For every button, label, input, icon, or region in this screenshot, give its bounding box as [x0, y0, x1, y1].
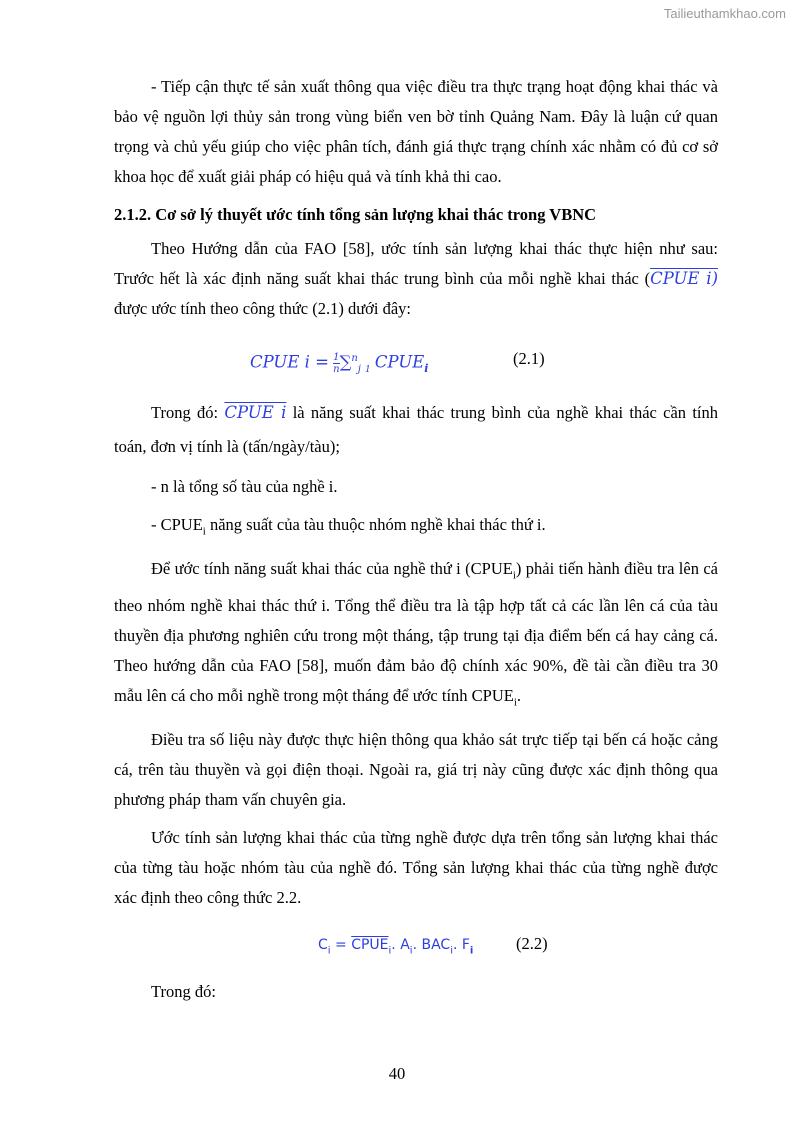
sum-lower: j	[357, 363, 361, 375]
item-cpue-a: - CPUE	[151, 515, 203, 534]
cpue-avg-symbol: CPUE i)	[650, 269, 719, 288]
fraction-numerator: 1	[333, 352, 340, 364]
formula-2-2-expression	[318, 929, 473, 966]
paragraph-fao-guide	[114, 234, 718, 324]
estimation-c: .	[516, 685, 522, 705]
formula2-a: . A	[391, 936, 410, 953]
formula-lhs: CPUE i =	[250, 352, 329, 372]
sum-term-sub: i	[424, 361, 429, 375]
list-item-cpue	[114, 510, 718, 546]
paragraph-survey: Điều tra số liệu này được thực hiện thông qua khảo sát trực tiếp tại bến cá hoặc cảng cá, trên tàu thuyền và gọi điện thoại. Ngoài ra, giá trị này cũng được xác định thông qua phương pháp tham vấn chuyên gia.	[114, 729, 718, 809]
formula2-bac-sub: i	[450, 945, 453, 957]
paren-open: (	[644, 269, 651, 288]
cpue-avg-symbol-2: CPUE i	[224, 403, 287, 422]
formula2-bac: . BAC	[412, 936, 451, 953]
paragraph-fao-text: Theo Hướng dẫn của FAO [58], ước tính sản lượng khai thác thực hiện như sau: Trước hết là xác định năng suất khai thác trung bình của mỗi nghề khai thác	[114, 239, 718, 288]
formula2-f-sub: i	[469, 945, 474, 957]
sum-term: CPUE	[374, 352, 425, 372]
section-heading: 2.1.2. Cơ sở lý thuyết ước tính tổng sản lượng khai thác trong VBNC	[114, 205, 597, 224]
formula-2-1-number: (2.1)	[513, 349, 545, 368]
sum-upper: n	[351, 353, 358, 364]
paragraph-where-1	[114, 396, 718, 464]
formula-2-1	[114, 340, 718, 380]
formula2-eq: =	[330, 936, 352, 953]
estimation-a: Để ước tính năng suất khai thác của nghề thứ i (CPUE	[151, 559, 513, 579]
formula2-cpue-sub: i	[388, 945, 392, 957]
formula2-c: C	[318, 936, 328, 953]
item-cpue-sub: i	[202, 525, 206, 538]
paragraph-where-2: Trong đó:	[151, 981, 216, 1001]
estimation-sub-1: i	[512, 569, 516, 582]
formula2-c-sub: i	[327, 945, 331, 957]
sum-symbol: ∑	[339, 352, 352, 372]
fraction-denominator: n	[333, 364, 340, 376]
estimation-sub-2: i	[513, 695, 517, 708]
formula-2-2	[114, 925, 718, 965]
paragraph-approach: - Tiếp cận thực tế sản xuất thông qua việc điều tra thực trạng hoạt động khai thác và bảo vệ nguồn lợi thủy sản trong vùng biển ven bờ tỉnh Quảng Nam. Đây là luận cứ quan trọng và chủ yếu giúp cho việc phân tích, đánh giá thực trạng chính xác nhằm có đủ cơ sở khoa học để xuất giải pháp có hiệu quả và tính khả thi cao.	[114, 77, 718, 186]
item-cpue-b: năng suất của tàu thuộc nhóm nghề khai thác thứ i.	[205, 515, 546, 534]
paragraph-output: Ước tính sản lượng khai thác của từng nghề được dựa trên tổng sản lượng khai thác của từng tàu hoặc nhóm tàu của nghề đó. Tổng sản lượng khai thác của từng nghề được xác định theo công thức 2.2.	[114, 827, 718, 907]
where-label: Trong đó:	[151, 403, 225, 422]
document-body	[114, 72, 718, 1007]
formula-2-1-expression	[250, 344, 428, 385]
formula-2-2-number: (2.2)	[516, 933, 548, 953]
sum-lower-index: 1	[365, 364, 371, 375]
watermark: Tailieuthamkhao.com	[663, 6, 786, 21]
formula2-cpue: CPUE	[351, 936, 389, 953]
list-item-n: - n là tổng số tàu của nghề i.	[151, 477, 338, 496]
paragraph-estimation	[114, 554, 718, 717]
formula2-f: . F	[452, 936, 470, 953]
where-description: là năng suất khai thác trung bình của nghề khai thác cần tính toán, đơn vị tính là (tấn/ngày/tàu);	[114, 403, 718, 456]
formula2-a-sub: i	[409, 945, 413, 957]
estimation-b: ) phải tiến hành điều tra lên cá theo nhóm nghề khai thác thứ i. Tổng thể điều tra là tập hợp tất cả các lần lên cá của tàu thuyền địa phương nghiên cứu trong một tháng, tập trung tại địa điểm bến cá hay cảng cá. Theo hướng dẫn của FAO [58], muốn đảm bảo độ chính xác 90%, đề tài cần điều tra 30 mẫu lên cá cho mỗi nghề trong một tháng để ước tính CPUE	[114, 559, 718, 705]
page-number: 40	[388, 1064, 406, 1083]
paragraph-fao-tail: được ước tính theo công thức (2.1) dưới đây:	[114, 299, 412, 318]
